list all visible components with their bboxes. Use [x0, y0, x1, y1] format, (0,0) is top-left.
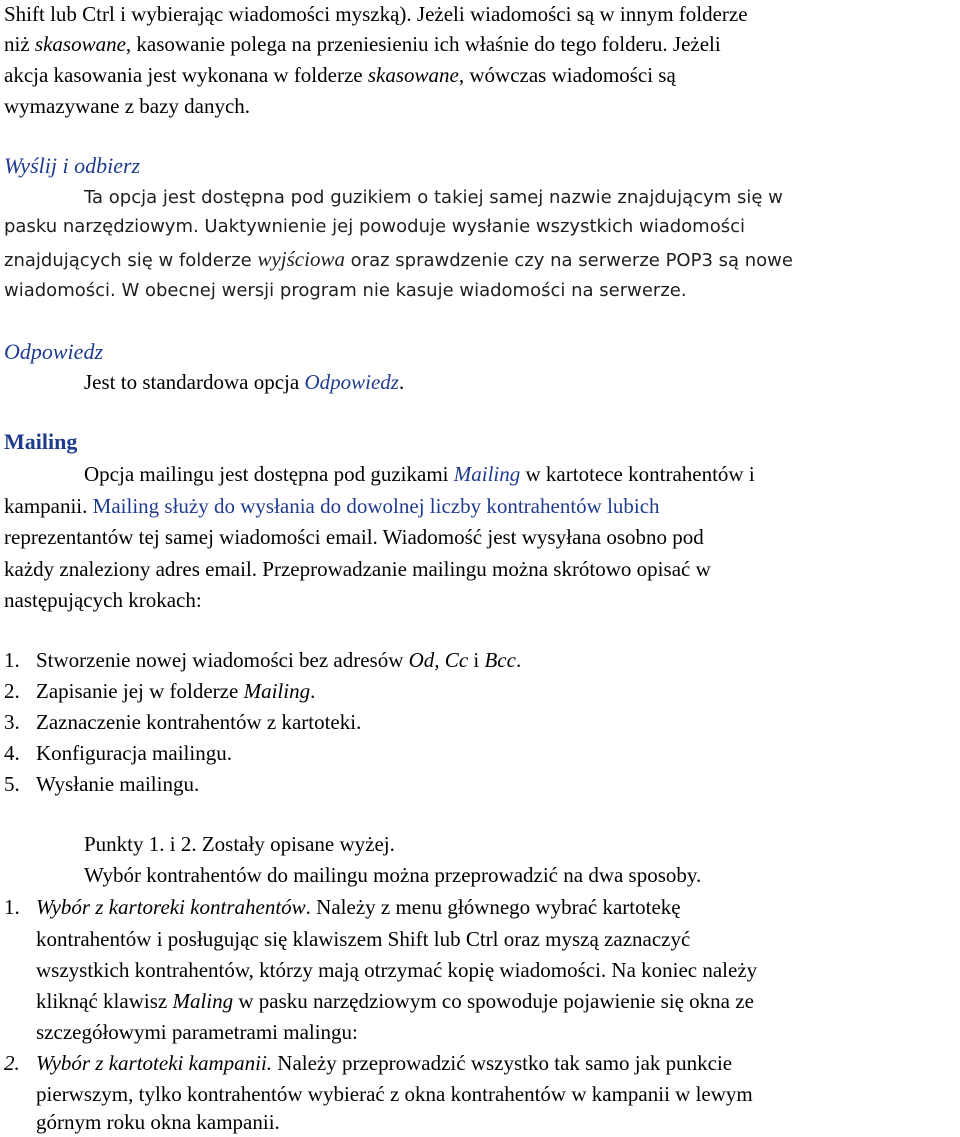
list-number: 2.	[4, 1051, 20, 1075]
text: Konfiguracja mailingu.	[36, 741, 232, 765]
reply-line-1	[84, 368, 404, 396]
method-1-line-5: szczegółowymi parametrami malingu:	[36, 1020, 358, 1044]
text: Stworzenie nowej wiadomości bez adresów	[36, 648, 409, 672]
list-number: 2.	[4, 679, 20, 703]
list-number: 4.	[4, 741, 20, 765]
mailing-line-1	[84, 460, 755, 488]
list-item	[4, 739, 232, 767]
mailing-line-5: następujących krokach:	[4, 588, 202, 612]
text: i	[468, 648, 485, 672]
mailing-line-2	[4, 492, 660, 520]
list-item	[4, 677, 315, 705]
text: , kasowanie polega na przeniesieniu ich właśnie do tego folderu. Jeżeli	[125, 32, 721, 56]
text: w kartotece kontrahentów i	[520, 462, 755, 486]
folder-name: skasowane	[34, 32, 126, 56]
method-2-line-3: górnym roku okna kampanii.	[36, 1110, 280, 1134]
text: Opcja mailingu jest dostępna pod guzikami	[84, 462, 454, 486]
field-name: Bcc	[484, 648, 516, 672]
send-receive-line-3	[4, 245, 793, 275]
text: akcja kasowania jest wykonana w folderze	[4, 63, 368, 87]
section-heading-mailing: Mailing	[4, 429, 78, 454]
method-title: Wybór z kartoteki kampanii.	[36, 1051, 273, 1075]
field-name: Od, Cc	[408, 648, 469, 672]
text: Zapisanie jej w folderze	[36, 679, 244, 703]
intro-line-2	[4, 30, 721, 58]
mailing-line-4: każdy znaleziony adres email. Przeprowadzanie mailingu można skrótowo opisać w	[4, 557, 711, 581]
method-1-line-4	[36, 987, 754, 1015]
send-receive-line-4: wiadomości. W obecnej wersji program nie kasuje wiadomości na serwerze.	[4, 280, 687, 301]
text: kliknąć klawisz	[36, 989, 173, 1013]
list-item	[4, 646, 521, 674]
note-line-2: Wybór kontrahentów do mailingu można przeprowadzić na dwa sposoby.	[84, 863, 702, 887]
button-name: Maling	[172, 989, 234, 1013]
option-name: Odpowiedz	[304, 370, 399, 394]
text: w pasku narzędziowym co spowoduje pojawienie się okna ze	[233, 989, 754, 1013]
intro-line-3	[4, 61, 676, 89]
text: niż	[4, 32, 35, 56]
list-item	[4, 770, 199, 798]
section-heading-reply: Odpowiedz	[4, 339, 103, 364]
method-1-line-2: kontrahentów i posługując się klawiszem Shift lub Ctrl oraz myszą zaznaczyć	[36, 927, 691, 951]
list-item	[4, 708, 361, 736]
method-1-line-3: wszystkich kontrahentów, którzy mają otrzymać kopię wiadomości. Na koniec należy	[36, 958, 758, 982]
list-number: 5.	[4, 772, 20, 796]
text: Mailing służy do wysłania do dowolnej liczby kontrahentów lubich	[92, 494, 660, 518]
send-receive-line-2: pasku narzędziowym. Uaktywnienie jej powoduje wysłanie wszystkich wiadomości	[4, 216, 745, 237]
text: , wówczas wiadomości są	[458, 63, 676, 87]
mailing-line-3: reprezentantów tej samej wiadomości email. Wiadomość jest wysyłana osobno pod	[4, 525, 704, 549]
list-number: 1.	[4, 895, 20, 919]
text: oraz sprawdzenie czy na serwerze POP3 są nowe	[344, 250, 793, 271]
text: Należy przeprowadzić wszystko tak samo jak punkcie	[272, 1051, 733, 1075]
folder-name: skasowane	[367, 63, 459, 87]
button-name: Mailing	[453, 462, 521, 486]
method-title: Wybór z kartoreki kontrahentów	[36, 895, 306, 919]
method-item-1	[4, 893, 681, 921]
text: .	[515, 648, 522, 672]
folder-name: Mailing	[243, 679, 311, 703]
send-receive-line-1: Ta opcja jest dostępna pod guzikiem o takiej samej nazwie znajdującym się w	[84, 187, 783, 208]
intro-line-1	[4, 0, 748, 28]
list-number: 3.	[4, 710, 20, 734]
section-heading-send-receive: Wyślij i odbierz	[4, 153, 141, 178]
text: Shift lub Ctrl i wybierając wiadomości myszką). Jeżeli wiadomości są w innym folderze	[4, 2, 748, 26]
text: . Należy z menu głównego wybrać kartotekę	[305, 895, 681, 919]
text: Zaznaczenie kontrahentów z kartoteki.	[36, 710, 362, 734]
list-number: 1.	[4, 648, 20, 672]
text: Wysłanie mailingu.	[36, 772, 200, 796]
text: znajdujących się w folderze	[4, 250, 258, 271]
folder-name: wyjściowa	[257, 247, 345, 271]
note-line-1: Punkty 1. i 2. Zostały opisane wyżej.	[84, 832, 395, 856]
text: Jest to standardowa opcja	[84, 370, 305, 394]
text: kampanii.	[4, 494, 93, 518]
intro-line-4	[4, 92, 250, 120]
text: .	[310, 679, 316, 703]
method-2-line-2: pierwszym, tylko kontrahentów wybierać z okna kontrahentów w kampanii w lewym	[36, 1082, 753, 1106]
text: .	[398, 370, 405, 394]
method-item-2	[4, 1049, 732, 1077]
text: wymazywane z bazy danych.	[4, 94, 251, 118]
